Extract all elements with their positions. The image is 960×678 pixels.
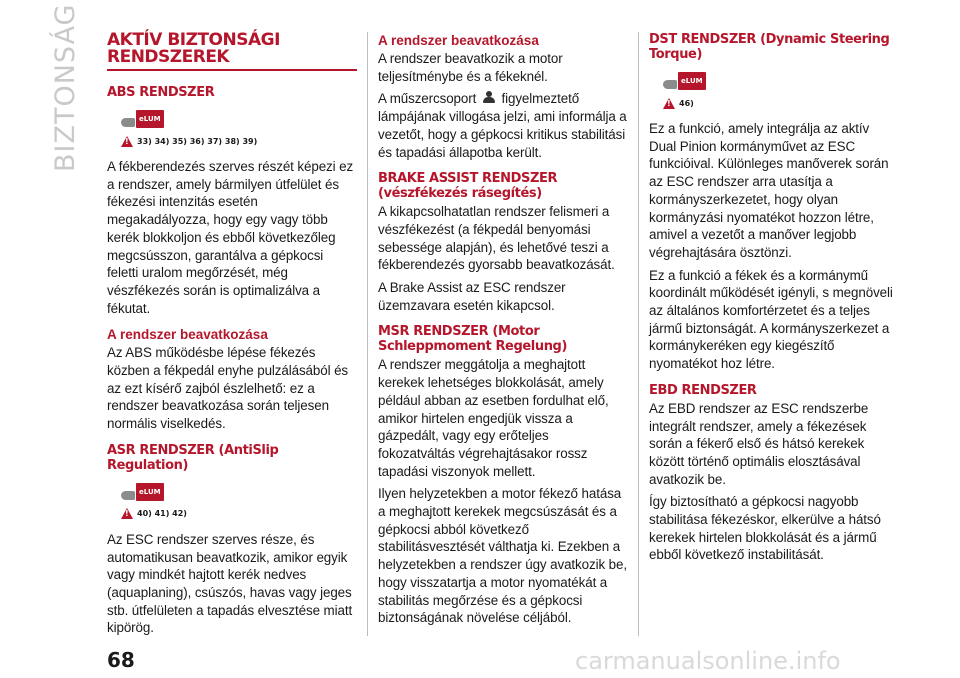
- msr-heading-line2: Schleppmoment Regelung): [378, 339, 568, 355]
- hand-pointer-icon: [121, 118, 135, 127]
- brake-assist-body-1: A kikapcsolhatatlan rendszer felismeri a vészfékezést (a fékpedál benyomási sebessége alapján), és lehetővé teszi a fékberendezés gyorsabb beavatkozását.: [378, 204, 615, 273]
- ebd-heading: EBD RENDSZER: [649, 382, 757, 398]
- page-title: [107, 32, 357, 71]
- column-divider: [638, 32, 639, 636]
- column-3: [649, 32, 899, 569]
- warning-icon: [121, 136, 133, 147]
- abs-body: A fékberendezés szerves részét képezi ez a rendszer, amely bármilyen útfelület és fékezési intenzitás esetén megakadályozza, hogy egy vagy több kerék blokkoljon és ebből következőleg megcsússzon, garantálva a gépkocsi feletti uralom megőrzését, még vészfékezés során is optimalizálva a fékutat.: [107, 159, 354, 316]
- column-divider: [367, 32, 368, 636]
- dst-heading-line1: DST RENDSZER (Dynamic Steering: [649, 32, 890, 47]
- ebd-body-1: Az EBD rendszer az ESC rendszerbe integrált rendszer, amely a fékezések során a fékerő első és hátsó kerekek között történő optimális elosztásával avatkozik be.: [649, 400, 869, 487]
- msr-body-2: Ilyen helyzetekben a motor fékező hatása a meghajtott kerekek megcsúszását és a gépkocsi abból következő stabilitásvesztését válthatja ki. Ezekben a helyzetekben a rendszer úgy avatkozik be, hogy visszatartja a motor nyomatékát a stabilitás megőrzése és a gépkocsi biztonságának növelése céljából.: [378, 486, 627, 626]
- hand-pointer-icon: [121, 491, 135, 500]
- asr-heading: ASR RENDSZER (AntiSlip Regulation): [107, 442, 279, 473]
- asr-operation-heading: A rendszer beavatkozása: [378, 33, 539, 48]
- asr-body: Az ESC rendszer szerves része, és automatikusan beavatkozik, amikor egyik vagy mindkét hajtott kerék nedves (aquaplaning), csúszós, havas vagy jeges stb. útfelületen a tapadás elvesztése miatt kipörög.: [107, 531, 353, 636]
- warning-references: [663, 96, 899, 110]
- brake-assist-heading-line2: (vészfékezés rásegítés): [378, 186, 542, 202]
- asr-operation-body-1: A rendszer beavatkozik a motor teljesítménybe és a fékeknél.: [378, 51, 563, 84]
- abs-heading: ABS RENDSZER: [107, 85, 215, 100]
- warning-refs-text: 40) 41) 42): [137, 509, 187, 519]
- dst-heading-line2: Torque): [649, 47, 703, 62]
- page-title-line2: RENDSZEREK: [107, 47, 230, 67]
- skidding-car-warning-icon: [482, 91, 496, 104]
- warning-icon: [663, 98, 675, 109]
- elum-label: eLUM: [136, 483, 164, 501]
- abs-operation-body: Az ABS működésbe lépése fékezés közben a fékpedál enyhe pulzálásából és az ezt kísérő zajból észlelhető: ez a rendszer beavatkozása során teljesen normális viselkedés.: [107, 345, 349, 432]
- watermark: carmanualsonline.info: [575, 647, 841, 675]
- dst-body-1: Ez a funkció, amely integrálja az aktív Dual Pinion kormányművet az ESC funkcióival. Különleges manőverek során az ESC rendszer arra utasítja a kormányszerkezetet, hogy olyan kormányzási nyomatékot hozzon létre, amivel a vezetőt a manőver legjobb végrehajtására ösztönzi.: [649, 121, 889, 260]
- msr-heading: [378, 324, 628, 354]
- column-2: [378, 32, 628, 632]
- hand-pointer-icon: [663, 80, 677, 89]
- elum-badge[interactable]: [121, 477, 357, 501]
- elum-badge[interactable]: [663, 66, 899, 90]
- ebd-body-2: Így biztosítható a gépkocsi nagyobb stabilitása fékezéskor, elkerülve a hátsó kerekek hirtelen blokkolását és a jármű ebből következő instabilitását.: [649, 494, 881, 563]
- abs-operation-heading: A rendszer beavatkozása: [107, 327, 268, 343]
- msr-body-1: A rendszer meggátolja a meghajtott kerekek lehetséges blokkolását, amely például abban az esetben fordulhat elő, amikor hirtelen engedjük vissza a gázpedált, vagy egy erőteljes fokozatváltás végrehajtásakor rossz tapadási viszonyok mellett.: [378, 357, 609, 479]
- section-side-tab-label: BIZTONSÁG: [50, 3, 81, 172]
- warning-refs-text: 46): [679, 98, 694, 108]
- elum-label: eLUM: [136, 110, 164, 128]
- brake-assist-body-2: A Brake Assist az ESC rendszer üzemzavara esetén kikapcsol.: [378, 280, 566, 313]
- elum-badge[interactable]: [121, 104, 357, 128]
- section-side-tab: [44, 3, 84, 172]
- warning-references: [121, 134, 357, 148]
- elum-label: eLUM: [678, 72, 706, 90]
- warning-refs-text: 33) 34) 35) 36) 37) 38) 39): [137, 136, 258, 146]
- msr-heading-line1: MSR RENDSZER (Motor: [378, 324, 540, 340]
- asr-operation-body-2-start: A műszercsoport: [378, 91, 477, 107]
- brake-assist-heading: [378, 171, 628, 201]
- asr-operation-body-2-end: figyelmeztető lámpájának villogása jelzi, ami informálja a vezetőt, hogy a gépkocsi kritikus stabilitási és tapadási állapotba került.: [378, 91, 627, 160]
- brake-assist-heading-line1: BRAKE ASSIST RENDSZER: [378, 171, 558, 187]
- dst-heading: [649, 32, 899, 62]
- warning-icon: [121, 508, 133, 519]
- page-number: 68: [107, 648, 135, 672]
- warning-references: [121, 507, 357, 521]
- asr-operation-body-2: [378, 90, 628, 161]
- dst-body-2: Ez a funkció a fékek és a kormánymű koordinált működését igényli, s megnöveli az általános komfortérzetet és a teljes jármű biztonságát. A kormányszerkezet a kormánykeréken egy kiegészítő nyomatékot hoz létre.: [649, 267, 893, 372]
- page-title-line1: AKTÍV BIZTONSÁGI: [107, 30, 280, 50]
- column-1: [107, 32, 357, 642]
